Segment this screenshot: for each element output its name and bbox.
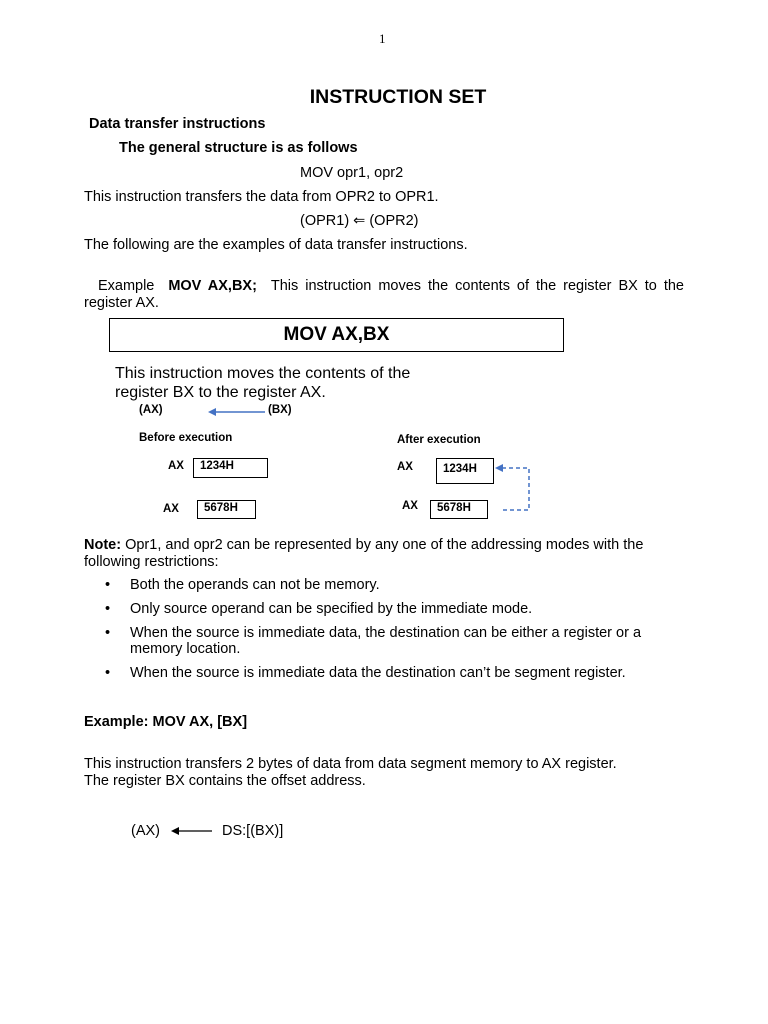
arrow-left-icon [208,405,266,419]
example-1-description: This instruction moves the contents of the register BX to the register AX. [84,278,684,311]
figure-text-line-1: This instruction moves the contents of the [115,365,411,382]
after-execution-label: After execution [397,434,481,446]
before-reg1-label: AX [168,460,184,472]
restrictions-list [84,577,694,689]
list-item: • Only source operand can be specified by the immediate mode. [84,601,694,617]
example-1-prefix: Example [97,278,155,294]
example-2-desc-line-1: This instruction transfers 2 bytes of data from data segment memory to AX register. [84,756,617,772]
before-reg1-box: 1234H [193,458,268,478]
syntax-line: MOV opr1, opr2 [300,165,404,181]
example-2-dest: (AX) [131,823,160,839]
transfer-description: This instruction transfers the data from OPR2 to OPR1. [84,189,439,205]
figure-title-box [109,318,564,352]
examples-intro: The following are the examples of data transfer instructions. [84,237,468,253]
note-label: Note: [84,537,122,553]
transfer-formula: (OPR1) ⇐ (OPR2) [300,213,419,229]
page-number: 1 [379,31,386,46]
example-2-desc-line-2: The register BX contains the offset address. [84,773,366,789]
example-1-paragraph [84,278,684,312]
note-text: Opr1, and opr2 can be represented by any one of the addressing modes with the following restrictions: [84,537,644,570]
list-item: • When the source is immediate data, the destination can be either a register or a memory location. [84,625,694,657]
figure-src-label: (BX) [268,404,292,416]
list-item: • Both the operands can not be memory. [84,577,694,593]
section-heading: Data transfer instructions [89,116,266,132]
example-2-heading: Example: MOV AX, [BX] [84,714,248,730]
example-1-code: MOV AX,BX; [168,278,257,294]
page-title: INSTRUCTION SET [309,86,487,108]
list-item: • When the source is immediate data the destination can’t be segment register. [84,665,694,681]
after-reg2-box: 5678H [430,500,488,519]
before-reg2-box: 5678H [197,500,256,519]
figure-title: MOV AX,BX [283,324,390,345]
after-reg2-label: AX [402,500,418,512]
after-reg1-label: AX [397,461,413,473]
before-reg2-label: AX [163,503,179,515]
figure-text-line-2: register BX to the register AX. [115,384,326,401]
copy-arrow-icon [494,460,534,516]
after-reg1-box: 1234H [436,458,494,484]
figure-dest-label: (AX) [139,404,163,416]
arrow-left-icon [171,825,213,837]
sub-heading: The general structure is as follows [119,140,358,156]
before-execution-label: Before execution [139,432,233,444]
note-paragraph [84,537,684,571]
example-2-src: DS:[(BX)] [222,823,284,839]
